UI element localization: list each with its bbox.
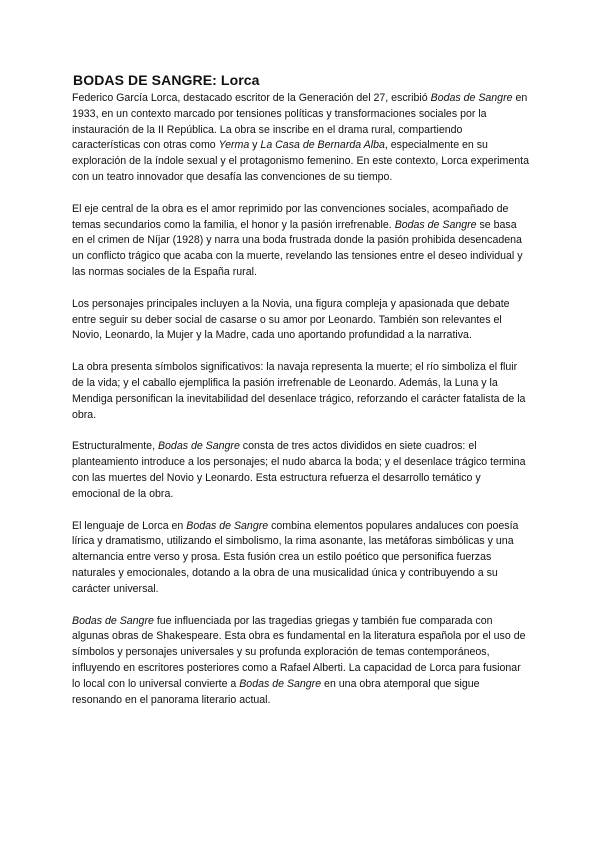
- paragraph: [72, 360, 530, 423]
- paragraph: [72, 297, 530, 344]
- paragraph-text: fue influenciada por las tragedias griegas y también fue comparada con algunas obras de Shakespeare. Esta obra es fundamental en la literatura española por el uso de símbolos y personajes universales y su profunda exploración de temas contemporáneos, influyendo en escritores posteriores como a Rafael Alberti. La capacidad de Lorca para fusionar lo local con lo universal convierte a: [72, 614, 526, 690]
- italic-title-text: La Casa de Bernarda Alba: [260, 139, 385, 152]
- document-page: [72, 72, 530, 724]
- italic-title-text: Bodas de Sangre: [394, 218, 477, 231]
- paragraph-text: El lenguaje de Lorca en: [72, 519, 187, 532]
- paragraph-text: se basa en el crimen de Níjar (1928) y narra una boda frustrada donde la pasión prohibida desencadena un conflicto trágico que acaba con la muerte, revelando las tensiones entre el deseo individual y las normas sociales de la España rural.: [72, 218, 523, 278]
- paragraph-text: El eje central de la obra es el amor reprimido por las convenciones sociales, acompañado de temas secundarios como la familia, el honor y la pasión irrefrenable.: [72, 202, 509, 231]
- paragraph-text: Los personajes principales incluyen a la Novia, una figura compleja y apasionada que debate entre seguir su deber social de casarse o su amor por Leonardo. También son relevantes el Novio, Leonardo, la Mujer y la Madre, cada uno aportando profundidad a la narrativa.: [72, 297, 510, 342]
- paragraph-text: en una obra atemporal que sigue resonando en el panorama literario actual.: [72, 677, 480, 706]
- paragraph: [72, 439, 530, 502]
- document-body: [72, 91, 530, 708]
- document-title: BODAS DE SANGRE: Lorca: [73, 72, 260, 88]
- paragraph: [72, 91, 530, 186]
- paragraph: [72, 519, 530, 598]
- italic-title-text: Yerma: [218, 139, 250, 152]
- paragraph: [72, 614, 530, 709]
- paragraph-text: consta de tres actos divididos en siete cuadros: el planteamiento introduce a los personajes; el nudo abarca la boda; y el desenlace trágico termina con las muertes del Novio y Leonardo. Esta estructura refuerza el desarrollo temático y emocional de la obra.: [72, 440, 526, 500]
- paragraph-text: , especialmente en su exploración de la índole sexual y el protagonismo femenino. En este contexto, Lorca experimenta con un teatro innovador que desafía las convenciones de su tiempo.: [72, 139, 529, 183]
- italic-title-text: Bodas de Sangre: [186, 519, 269, 532]
- italic-title-text: Bodas de Sangre: [157, 440, 240, 453]
- italic-title-text: Bodas de Sangre: [430, 92, 513, 104]
- italic-title-text: Bodas de Sangre: [239, 677, 322, 690]
- paragraph: [72, 202, 530, 281]
- paragraph-text: combina elementos populares andaluces con poesía lírica y dramatismo, utilizando el simbolismo, la rima asonante, las metáforas simbólicas y una alternancia entre verso y prosa. Esta fusión crea un estilo poético que personifica fuerzas naturales y emocionales, dotando a la obra de una musicalidad única y contribuyendo a su carácter universal.: [72, 519, 519, 595]
- italic-title-text: Bodas de Sangre: [72, 614, 154, 627]
- paragraph-text: en 1933, en un contexto marcado por tensiones políticas y transformaciones sociales por la instauración de la II República. La obra se inscribe en el drama rural, compartiendo características con otras como: [72, 92, 528, 152]
- paragraph-text: Estructuralmente,: [72, 440, 158, 453]
- paragraph-text: La obra presenta símbolos significativos: la navaja representa la muerte; el río simboliza el fluir de la vida; y el caballo ejemplifica la pasión irrefrenable de Leonardo. Además, la Luna y la Mendiga personifican la inevitabilidad del desenlace trágico, reforzando el carácter fatalista de la obra.: [72, 361, 526, 421]
- paragraph-text: y: [249, 139, 261, 152]
- paragraph-text: Federico García Lorca, destacado escritor de la Generación del 27, escribió: [72, 92, 431, 104]
